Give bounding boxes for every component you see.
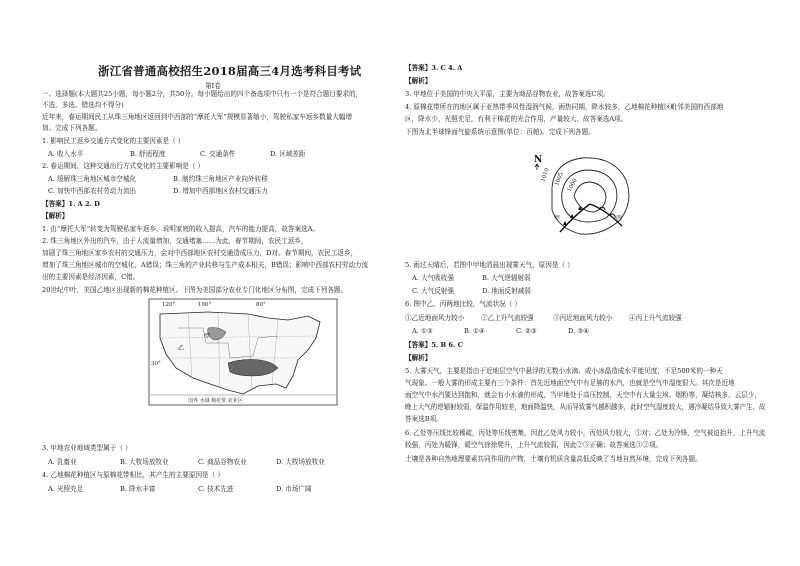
- explanation-3: 3. 甲地位于美国的中央大平原，主要为商品谷物农业，故答案选C项。: [405, 90, 610, 98]
- analysis-label: 【解析】: [405, 354, 432, 362]
- passage-text: 近年来，春运期间民工从珠三角地区返回到中西部的“摩托大军”规模显著缩小，驾驶私家车返乡数量大幅增: [42, 113, 353, 121]
- explanation-4: 区，降水少，光照充足，有利于棉花的光合作用，产量较大，故答案选A项。: [405, 115, 628, 123]
- option: A. 乳畜业: [48, 458, 77, 466]
- option: C. 加快中西部农村劳动力流出: [48, 187, 137, 195]
- explanation-6: 6. 乙处等压线比较稀疏，丙处等压线密集，因此乙处风力较小，丙处风力较大，①对；乙处为冷锋，空气被迫抬升，上升气流: [405, 429, 766, 437]
- isobar-label: 1000: [566, 177, 579, 193]
- usa-agriculture-map: [148, 298, 338, 406]
- option: D. ③④: [568, 327, 590, 335]
- question-5-options: [412, 274, 531, 283]
- option: B. 降水丰富: [120, 485, 156, 493]
- question-3: 3. 甲地农业地域类型属于（ ）: [42, 444, 132, 452]
- option: D. 区域差距: [270, 150, 306, 158]
- statement: ②乙上升气流较强: [481, 314, 534, 322]
- answer-line: 【答案】5. B 6. C: [405, 341, 463, 349]
- option: B. 大气逆辐射弱: [482, 274, 531, 282]
- option: D. 地面反射减弱: [482, 287, 531, 295]
- isobar-label: 1010: [540, 167, 551, 183]
- question-6-options: [412, 327, 589, 336]
- question-4-options: [48, 485, 312, 494]
- map-label-yi: 乙: [178, 345, 185, 352]
- frontal-cyclone-diagram: [530, 140, 640, 240]
- longitude-label: 100°: [198, 302, 212, 308]
- option: A. ①③: [412, 327, 433, 335]
- map-legend: 国界 水域 棉花带 农业区: [188, 398, 243, 404]
- question-2: 2. 春运期间，这种交通出行方式变化的主要影响是（ ）: [42, 162, 205, 170]
- question-2-options: [48, 187, 268, 196]
- isobar-label: 1005: [554, 171, 565, 187]
- question-5-options: [412, 287, 531, 296]
- analysis-label: 【解析】: [42, 212, 69, 220]
- instruction-line: 不选、多选、错选均不得分): [42, 101, 124, 109]
- figure-label-bing: 丙: [616, 215, 623, 222]
- page-title: 浙江省普通高校招生2018届高三4月选考科目考试: [98, 64, 362, 78]
- question-4: 4. 乙地棉花种植区与原棉花带相比，其产生的主要原因是（ ）: [42, 471, 224, 479]
- question-1: 1. 影响民工返乡交通方式变化的主要因素是（ ）: [42, 137, 185, 145]
- option: A. 光照充足: [48, 485, 84, 493]
- option: A. 缓解珠三角地区城市空城化: [48, 175, 137, 183]
- passage-text: 加。完成下列各题。: [42, 124, 102, 132]
- latitude-label: 30°: [151, 361, 161, 367]
- statement: ④丙上升气流较强: [629, 314, 682, 322]
- option: C. ②③: [516, 327, 537, 335]
- explanation-5: 晚上大气的逆辐射较弱，保温作用较差，地面降温快，从而导致雾气越积越多，此时空气湿度较大，遇冷凝结导致大雾产生，故: [405, 403, 766, 411]
- option: D. 市场广阔: [276, 485, 312, 493]
- option: B. 舒适程度: [130, 150, 166, 158]
- longitude-label: 120°: [162, 302, 176, 308]
- option: C. 商品谷物农业: [198, 458, 247, 466]
- question-2-options: [48, 175, 268, 184]
- option: D. 增加中西部地区农村交通压力: [173, 187, 268, 195]
- map-label-jia: 甲: [204, 333, 211, 340]
- explanation-5: 面空气中水汽要达到饱和，就会有小水滴的形成，当甲地处于高压控制，天空中有大量尘埃、烟粉等，凝结核多，云层少，: [405, 391, 762, 399]
- explanation-2: 加剧了珠三角地区家乡农村的交通压力，会对中西部地区农村交通造成压力，D对。春节期间，农民工返乡，: [42, 249, 358, 257]
- option: B. 大牧场放牧业: [120, 458, 169, 466]
- explanation-1: 1. 由“摩托大军”转变为驾驶私家车返乡，说明家庭的收入提高，汽车的能力提高，故答案选A。: [42, 225, 320, 233]
- answer-line: 【答案】3. C 4. A: [405, 64, 463, 72]
- explanation-2: 增加了珠三角地区城市的空城化，A错误；珠三角的产业转移与生产成本相关，B错误；影响中西部农村劳动力流: [42, 261, 369, 269]
- volume-label: 第Ⅰ卷: [205, 82, 221, 90]
- north-arrow-label: N: [534, 155, 543, 165]
- question-3-options: [48, 458, 325, 467]
- option: C. 技术先进: [198, 485, 234, 493]
- option: C. 大气反射强: [412, 287, 454, 295]
- explanation-6: 较强，丙处为暖锋，暖空气徐徐爬升，上升气流较弱，因此②③正确；故答案选③②项。: [405, 441, 663, 449]
- explanation-2: 出的主要因素是经济因素，C错。: [42, 273, 140, 281]
- passage-text: 土壤是各种自然地理要素共同作用的产物，土壤有机质含量高低反映了当地自然环境，完成下列各题。: [405, 455, 702, 463]
- option: A. 大气吸收强: [412, 274, 454, 282]
- question-6-statements: [405, 314, 682, 323]
- question-6: 6. 图中乙、丙两地比较，气流状况（ ）: [405, 300, 521, 308]
- explanation-5: 气现象。一般大雾的形成主要有三个条件：首先近地面空气中有足够的水汽，也就是空气中湿度很大。其次是近地: [405, 379, 735, 387]
- question-1-options: [48, 150, 306, 159]
- explanation-5: 答案选B项。: [405, 415, 443, 423]
- question-5: 5. 雨过天晴后，若图中甲地清晨出现雾天气，原因是（ ）: [405, 261, 574, 269]
- figure-label-jia: 甲: [554, 215, 561, 222]
- option: A. 收入水平: [48, 150, 84, 158]
- option: C. 交通条件: [200, 150, 236, 158]
- passage-text: 20世纪中叶，美国乙地区出现新的棉花种植区。下图为美国部分农业专门化地区分布图，完成下列各题。: [42, 286, 348, 294]
- instruction-line: 一、选择题(本大题共25小题，每小题2分，共50分。每小题给出的四个备选项中只有一个是符合题目要求的，: [42, 90, 363, 98]
- option: D. 大牧场放牧业: [276, 458, 325, 466]
- option: B. 制约珠三角地区产业向外转移: [173, 175, 268, 183]
- isobar-1010: [552, 158, 629, 234]
- answer-line: 【答案】1. A 2. D: [42, 200, 100, 208]
- explanation-5: 5. 大雾天气，主要是指由于近地层空气中悬浮的无数小水滴、或小冰晶造成水平能见度，不足500米的一种天: [405, 367, 723, 375]
- longitude-label: 80°: [256, 302, 266, 308]
- option: B. ①④: [464, 327, 485, 335]
- explanation-2: 2. 珠三角地区外出的汽车，由于人流量增加，交通堵塞……为此，春节期间，农民工返乡，: [42, 237, 308, 245]
- statement: ③丙近地面风力较小: [553, 314, 613, 322]
- analysis-label: 【解析】: [405, 77, 432, 85]
- passage-text: 下图为北半球锋面气旋系统示意图(单位：百帕)。完成下列各题。: [405, 128, 595, 136]
- explanation-4: 4. 原棉花带所在的地区属于亚热带季风性湿润气候，雨热同期，降水较多，乙地棉花种植区毗邻美国的西部地: [405, 103, 724, 111]
- statement: ①乙近地面风力较小: [405, 314, 465, 322]
